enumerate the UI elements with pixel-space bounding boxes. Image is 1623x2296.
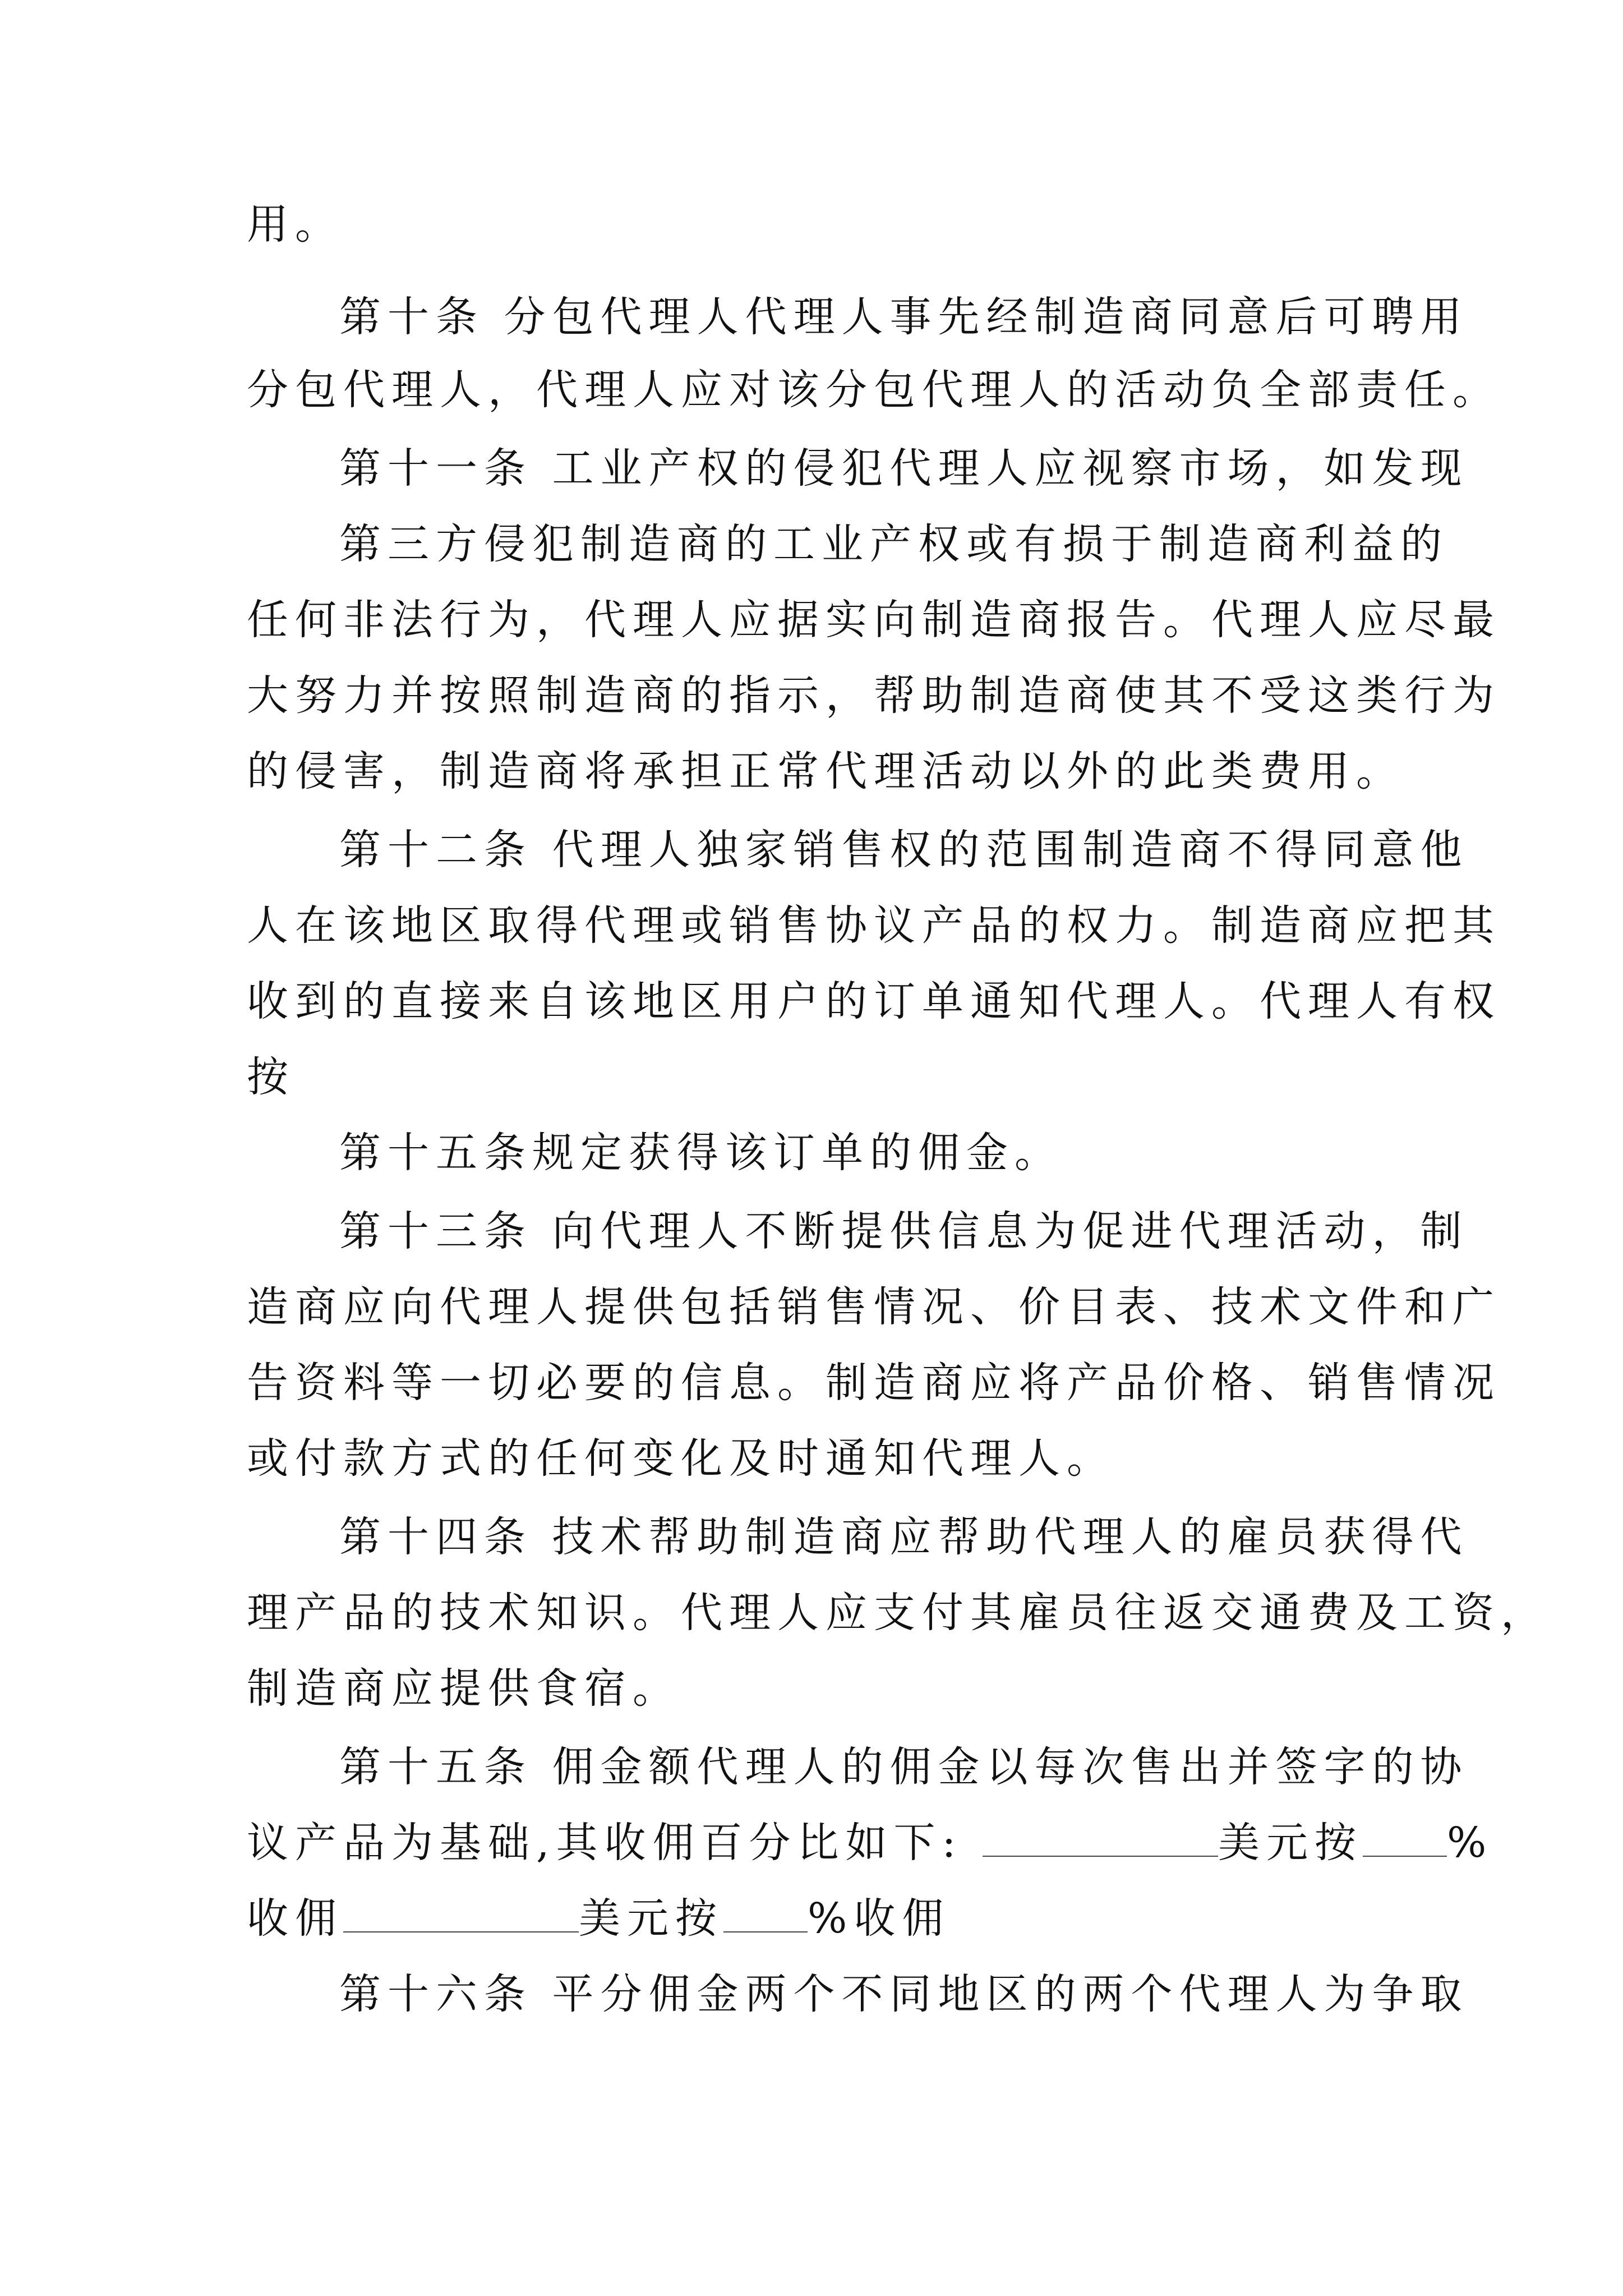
commission-line-2 <box>247 1893 950 1944</box>
article-14-heading-line: 第十四条 技术帮助制造商应帮助代理人的雇员获得代 <box>339 1513 1469 1561</box>
amount-blank-2 <box>343 1898 579 1932</box>
commission-line-1 <box>247 1818 1493 1868</box>
article-13-heading-line: 第十三条 向代理人不断提供信息为促进代理活动，制 <box>339 1207 1469 1255</box>
commission-line-1-prefix: 议产品为基础,其收佣百分比如下: <box>247 1819 983 1867</box>
text-line: 用。 <box>247 200 343 249</box>
text-line: 造商应向代理人提供包括销售情况、价目表、技术文件和广 <box>247 1283 1501 1331</box>
percent-blank-1 <box>1363 1822 1447 1857</box>
percent-blank-2 <box>723 1898 808 1932</box>
text-line: 的侵害，制造商将承担正常代理活动以外的此类费用。 <box>247 747 1404 795</box>
article-10-heading-line: 第十条 分包代理人代理人事先经制造商同意后可聘用 <box>339 293 1469 341</box>
text-line: 任何非法行为，代理人应据实向制造商报告。代理人应尽最 <box>247 596 1501 644</box>
text-line: 按 <box>247 1053 295 1101</box>
amount-blank-1 <box>983 1822 1218 1857</box>
article-16-heading-line: 第十六条 平分佣金两个不同地区的两个代理人为争取 <box>339 1970 1469 2018</box>
text-line: 人在该地区取得代理或销售协议产品的权力。制造商应把其 <box>247 901 1501 950</box>
text-line: 理产品的技术知识。代理人应支付其雇员往返交通费及工资， <box>247 1589 1549 1637</box>
article-15-heading-line: 第十五条 佣金额代理人的佣金以每次售出并签字的协 <box>339 1743 1469 1791</box>
commission-line-2-suffix: %收佣 <box>808 1894 951 1943</box>
text-line: 告资料等一切必要的信息。制造商应将产品价格、销售情况 <box>247 1359 1501 1407</box>
text-line: 制造商应提供食宿。 <box>247 1664 681 1713</box>
text-line: 第十五条规定获得该订单的佣金。 <box>339 1129 1063 1177</box>
text-line: 第三方侵犯制造商的工业产权或有损于制造商利益的 <box>339 520 1449 568</box>
text-line: 大努力并按照制造商的指示，帮助制造商使其不受这类行为 <box>247 671 1501 720</box>
commission-line-2-unit: 美元按 <box>579 1894 723 1943</box>
text-line: 或付款方式的任何变化及时通知代理人。 <box>247 1434 1115 1483</box>
commission-line-2-prefix: 收佣 <box>247 1894 343 1943</box>
article-12-heading-line: 第十二条 代理人独家销售权的范围制造商不得同意他 <box>339 826 1469 874</box>
text-line: 分包代理人，代理人应对该分包代理人的活动负全部责任。 <box>247 366 1501 414</box>
text-line: 收到的直接来自该地区用户的订单通知代理人。代理人有权 <box>247 977 1501 1025</box>
commission-line-1-unit: 美元按 <box>1218 1819 1363 1867</box>
article-11-heading-line: 第十一条 工业产权的侵犯代理人应视察市场，如发现 <box>339 444 1469 493</box>
commission-line-1-suffix: % <box>1446 1819 1493 1867</box>
